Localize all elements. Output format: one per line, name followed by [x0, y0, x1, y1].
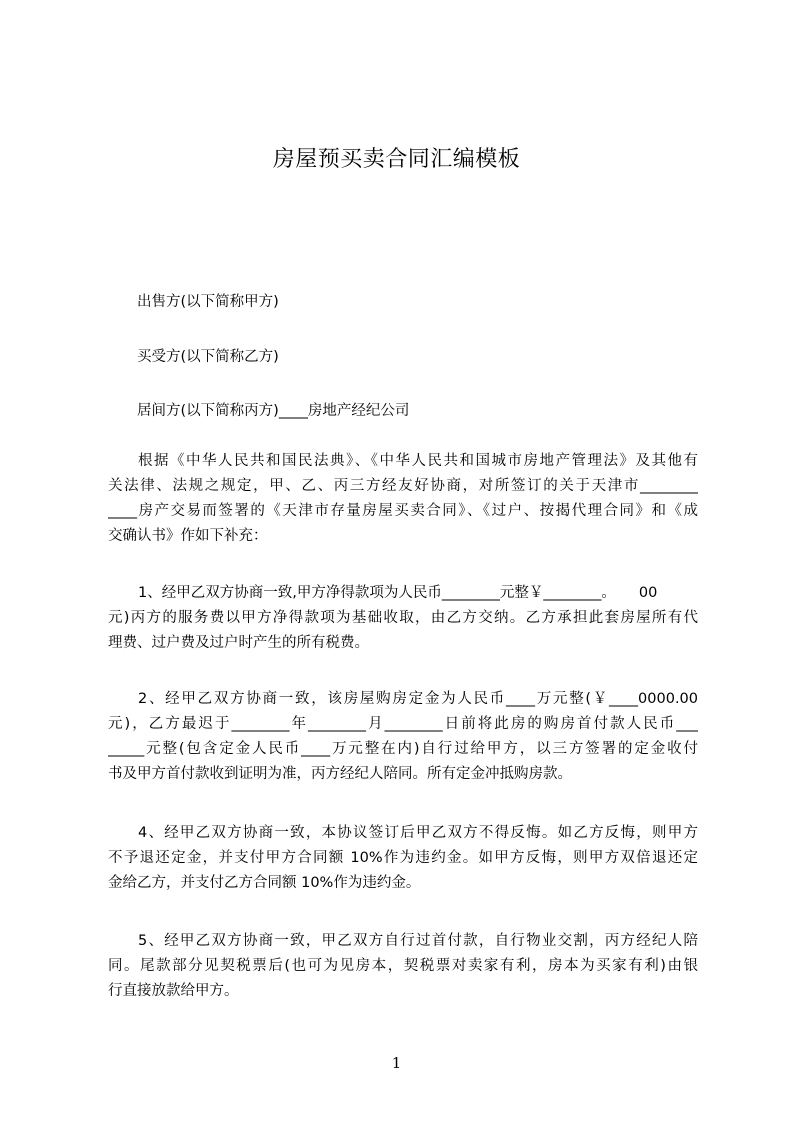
intro-line: 关法律、法规之规定，甲、乙、丙三方经友好协商，对所签订的关于天津市________: [108, 478, 698, 494]
clause-4-line: 4、经甲乙双方协商一致，本协议签订后甲乙双方不得反悔。如乙方反悔，则甲方: [138, 825, 698, 841]
intro-line: ____房产交易而签署的《天津市存量房屋买卖合同》、《过户、按揭代理合同》和《成: [108, 503, 698, 519]
clause-2-line: 元)，乙方最迟于________年________月________日前将此房的购房首付款人民币___: [108, 716, 698, 732]
clause-2-line: _____元整(包含定金人民币____万元整在内)自行过给甲方，以三方签署的定金收付: [108, 741, 698, 757]
intro-line: 根据《中华人民共和国民法典》、《中华人民共和国城市房地产管理法》及其他有: [138, 453, 698, 469]
clause-4-paragraph: [108, 821, 698, 896]
intro-line: 交确认书》作如下补充：: [108, 528, 268, 544]
clause-1-line: 元)丙方的服务费以甲方净得款项为基础收取，由乙方交纳。乙方承担此套房屋所有代: [108, 610, 698, 626]
clause-5-line: 同。尾款部分见契税票后(也可为见房本，契税票对卖家有利，房本为买家有利)由银: [108, 958, 698, 974]
clause-2-paragraph: [108, 687, 698, 787]
clause-5-line: 5、经甲乙双方协商一致，甲乙双方自行过首付款，自行物业交割，丙方经纪人陪: [138, 933, 698, 949]
clause-1-line: 理费、过户费及过户时产生的所有税费。: [108, 635, 369, 651]
intro-paragraph: [108, 449, 698, 549]
clause-4-line: 不予退还定金，并支付甲方合同额 10%作为违约金。如甲方反悔，则甲方双倍退还定: [108, 850, 698, 866]
clause-2-line: 2、经甲乙双方协商一致，该房屋购房定金为人民币____万元整(￥____0000.00: [138, 691, 698, 707]
document-title: 房屋预买卖合同汇编模板: [272, 147, 521, 172]
clause-1-line: 1、经甲乙双方协商一致,甲方净得款项为人民币________元整￥________。 00: [138, 585, 658, 601]
clause-1-paragraph: [108, 581, 698, 656]
party-seller: 出售方(以下简称甲方): [137, 294, 279, 310]
clause-2-line: 书及甲方首付款收到证明为准，丙方经纪人陪同。所有定金冲抵购房款。: [108, 766, 572, 782]
party-agent: 居间方(以下简称丙方)____房地产经纪公司: [137, 403, 410, 419]
party-buyer: 买受方(以下简称乙方): [137, 349, 279, 365]
clause-5-paragraph: [108, 929, 698, 1004]
clause-5-line: 行直接放款给甲方。: [108, 983, 239, 999]
page-number: 1: [391, 1054, 402, 1072]
clause-4-line: 金给乙方，并支付乙方合同额 10%作为违约金。: [108, 875, 421, 891]
